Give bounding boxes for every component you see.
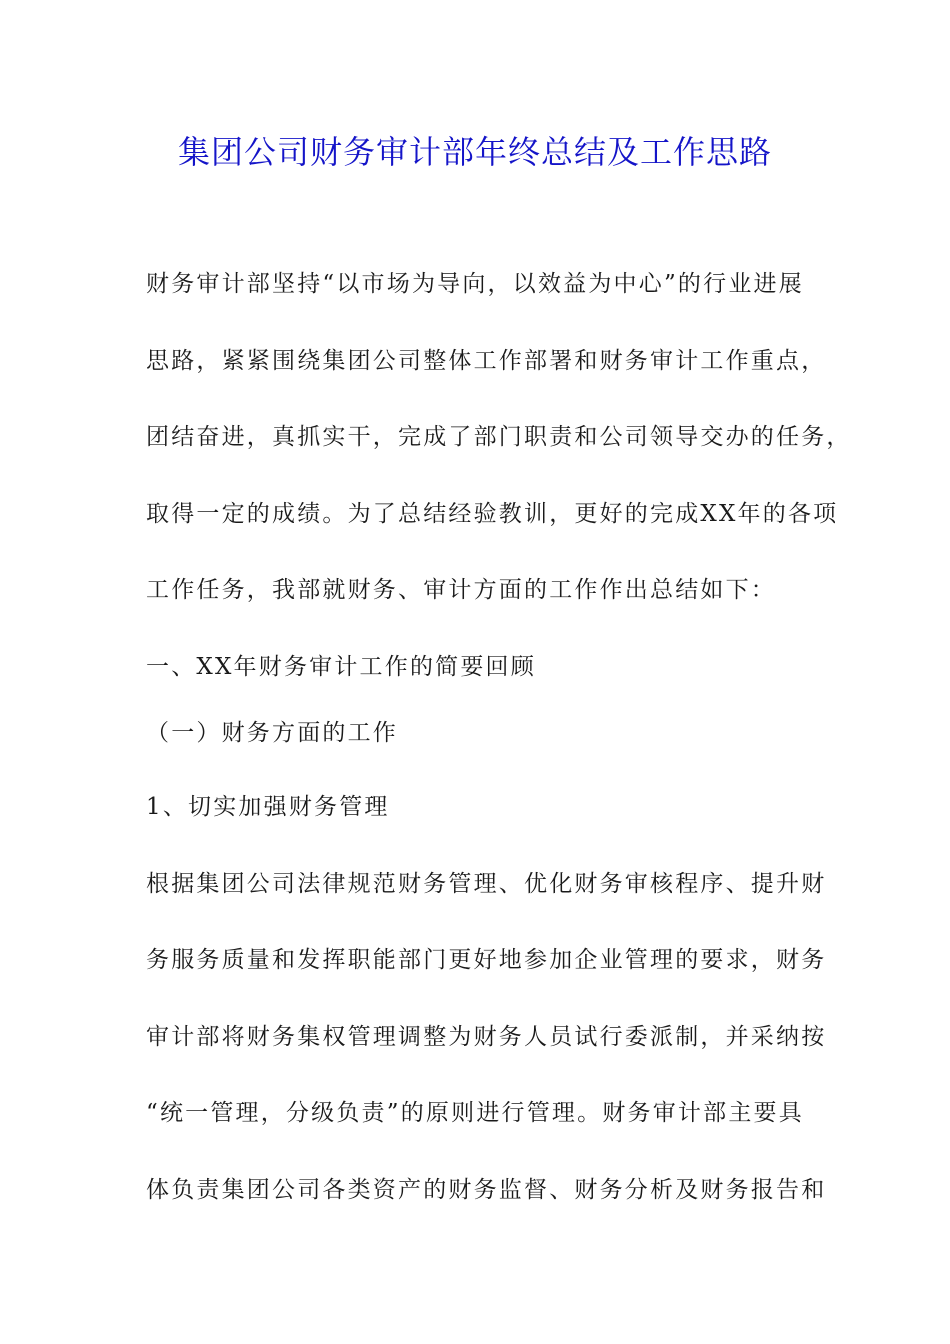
paragraph-line: 根据集团公司法律规范财务管理、优化财务审核程序、提升财 — [146, 871, 827, 897]
document-title: 集团公司财务审计部年终总结及工作思路 — [177, 133, 772, 171]
paragraph-line: 审计部将财务集权管理调整为财务人员试行委派制，并采纳按 — [146, 1024, 827, 1050]
paragraph-line: 财务审计部坚持“以市场为导向，以效益为中心”的行业进展 — [146, 271, 804, 297]
paragraph-line: 团结奋进，真抓实干，完成了部门职责和公司领导交办的任务， — [146, 424, 852, 450]
paragraph-line: 体负责集团公司各类资产的财务监督、财务分析及财务报告和 — [146, 1177, 827, 1203]
paragraph-line: 务服务质量和发挥职能部门更好地参加企业管理的要求，财务 — [146, 947, 827, 973]
item-heading: 1、切实加强财务管理 — [146, 794, 390, 820]
subsection-heading: （一）财务方面的工作 — [146, 720, 398, 746]
paragraph-line: 工作任务，我部就财务、审计方面的工作作出总结如下： — [146, 577, 776, 603]
paragraph-line: 思路，紧紧围绕集团公司整体工作部署和财务审计工作重点， — [146, 348, 827, 374]
paragraph-line: 取得一定的成绩。为了总结经验教训，更好的完成XX年的各项 — [146, 501, 839, 527]
paragraph-line: “统一管理，分级负责”的原则进行管理。财务审计部主要具 — [146, 1100, 804, 1126]
section-heading: 一、XX年财务审计工作的简要回顾 — [146, 654, 536, 680]
